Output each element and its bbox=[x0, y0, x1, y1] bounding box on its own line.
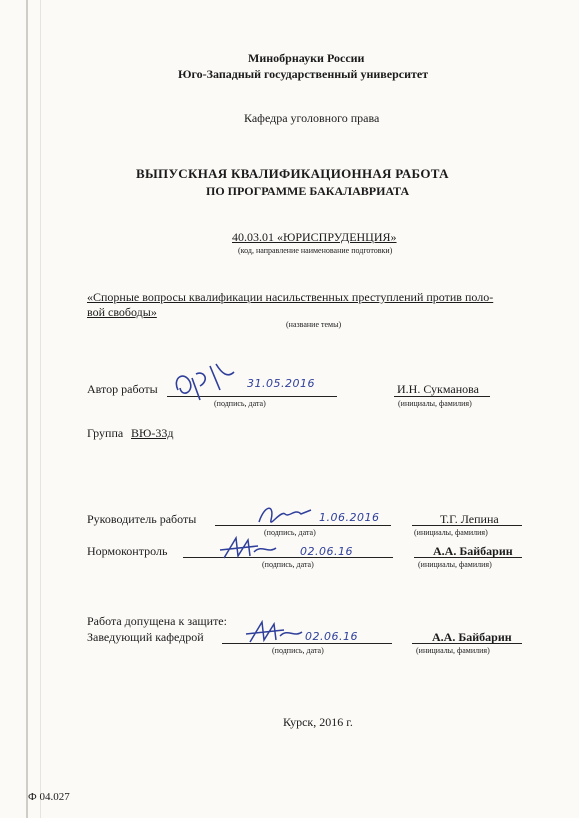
normcontrol-label: Нормоконтроль bbox=[87, 544, 168, 558]
supervisor-name-caption: (инициалы, фамилия) bbox=[414, 528, 488, 537]
form-code: Ф 04.027 bbox=[28, 791, 70, 803]
normcontrol-name: А.А. Байбарин bbox=[433, 544, 513, 558]
normcontrol-name-line bbox=[414, 557, 522, 558]
supervisor-sig-caption: (подпись, дата) bbox=[264, 528, 316, 537]
supervisor-date: 1.06.2016 bbox=[319, 511, 380, 524]
author-label: Автор работы bbox=[87, 382, 158, 396]
author-name-caption: (инициалы, фамилия) bbox=[398, 399, 472, 408]
binding-edge-shadow bbox=[40, 0, 41, 818]
document-title: ВЫПУСКНАЯ КВАЛИФИКАЦИОННАЯ РАБОТА bbox=[136, 166, 449, 181]
department-name: Кафедра уголовного права bbox=[244, 111, 380, 125]
university-name: Юго-Западный государственный университет bbox=[178, 67, 429, 81]
group-label: Группа bbox=[87, 426, 124, 440]
author-sig-caption: (подпись, дата) bbox=[214, 399, 266, 408]
normcontrol-signature-line bbox=[183, 557, 393, 558]
admission-date: 02.06.16 bbox=[305, 630, 358, 643]
author-date: 31.05.2016 bbox=[247, 377, 315, 390]
admission-line: Работа допущена к защите: bbox=[87, 614, 227, 628]
thesis-topic-line1: «Спорные вопросы квалификации насильственных преступлений против поло- bbox=[87, 290, 494, 304]
author-name-line bbox=[394, 396, 490, 397]
thesis-caption: (название темы) bbox=[286, 320, 342, 329]
supervisor-name-line bbox=[412, 525, 522, 526]
binding-edge bbox=[26, 0, 28, 818]
normcontrol-sig-caption: (подпись, дата) bbox=[262, 560, 314, 569]
head-signature bbox=[244, 616, 304, 648]
author-signature bbox=[170, 360, 240, 404]
head-of-department-label: Заведующий кафедрой bbox=[87, 630, 204, 644]
supervisor-signature bbox=[255, 500, 315, 530]
document-subtitle: ПО ПРОГРАММЕ БАКАЛАВРИАТА bbox=[206, 184, 410, 198]
program-code: 40.03.01 «ЮРИСПРУДЕНЦИЯ» bbox=[232, 230, 397, 244]
city-year: Курск, 2016 г. bbox=[283, 715, 353, 729]
program-caption: (код, направление наименование подготовки) bbox=[238, 246, 393, 255]
supervisor-label: Руководитель работы bbox=[87, 512, 197, 526]
thesis-topic-line2: вой свободы» bbox=[87, 305, 157, 319]
author-name: И.Н. Сукманова bbox=[397, 382, 479, 396]
admission-sig-caption: (подпись, дата) bbox=[272, 646, 324, 655]
ministry-name: Минобрнауки России bbox=[248, 51, 365, 65]
head-name: А.А. Байбарин bbox=[432, 630, 512, 644]
head-name-line bbox=[412, 643, 522, 644]
normcontrol-date: 02.06.16 bbox=[300, 545, 353, 558]
supervisor-name: Т.Г. Лепина bbox=[440, 512, 499, 526]
normcontrol-name-caption: (инициалы, фамилия) bbox=[418, 560, 492, 569]
head-name-caption: (инициалы, фамилия) bbox=[416, 646, 490, 655]
group-value: ВЮ-33д bbox=[131, 426, 174, 440]
